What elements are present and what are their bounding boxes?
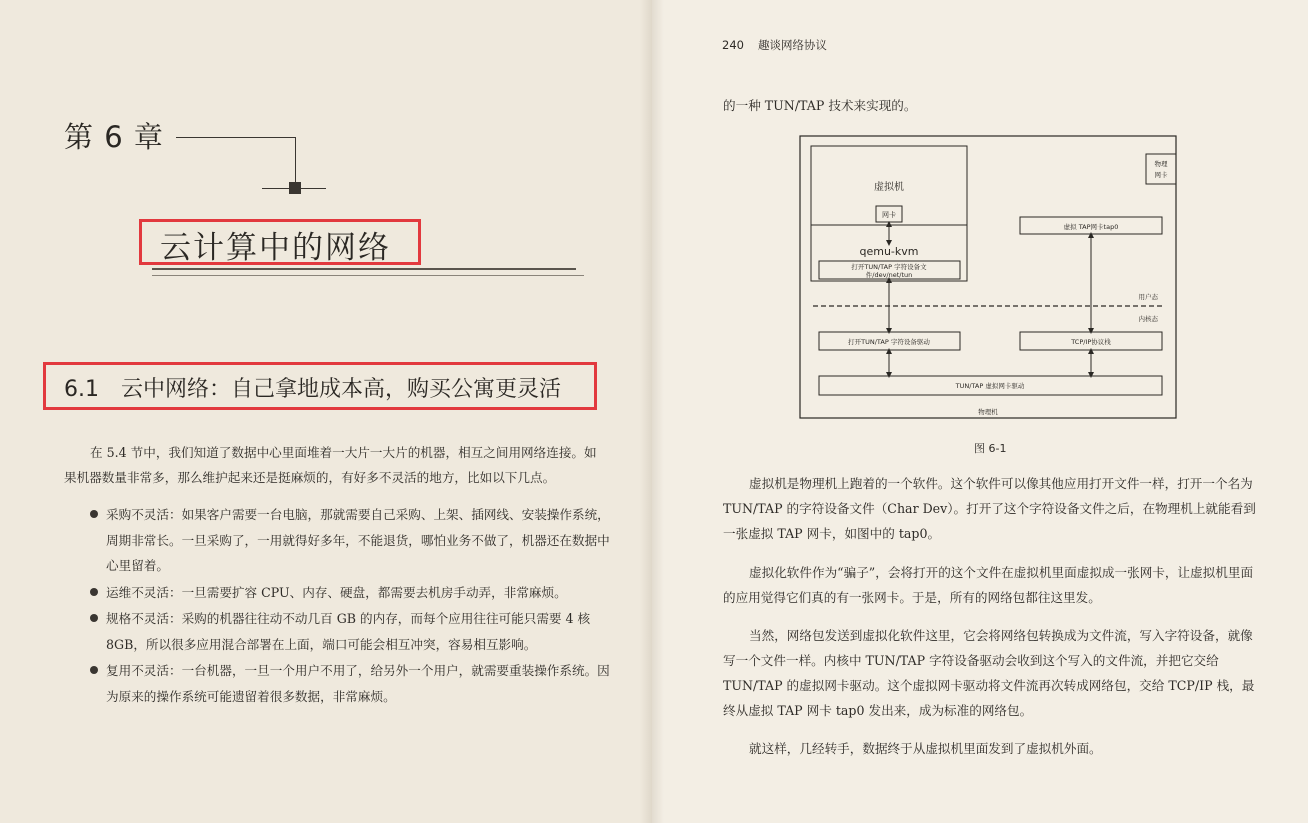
title-rule [152, 268, 576, 270]
virtual-nic-driver-label: TUN/TAP 虚拟网卡驱动 [955, 382, 1025, 390]
chapter-ornament-line [176, 137, 296, 138]
section-title: 6.1 云中网络：自己拿地成本高，购买公寓更灵活 [64, 377, 561, 402]
body-paragraph: 虚拟机是物理机上跑着的一个软件。这个软件可以像其他应用打开文件一样，打开一个名为 TUN/TAP 的字符设备文件（Char Dev）。打开了这个字符设备文件之后，在物理机上就能看到一张虚拟 TAP 网卡，如图中的 tap0。 [723, 476, 1256, 541]
body-paragraph: 就这样，几经转手，数据终于从虚拟机里面发到了虚拟机外面。 [749, 741, 1102, 756]
tun-tap-diagram [799, 135, 1177, 419]
list-item [90, 658, 610, 709]
list-item [90, 580, 610, 606]
bullet-icon [90, 666, 98, 674]
bullet-text: 运维不灵活：一旦需要扩容 CPU、内存、硬盘，都需要去机房手动弄，非常麻烦。 [106, 584, 567, 600]
virtual-tap-label: 虚拟 TAP网卡tap0 [1063, 223, 1119, 231]
bullet-text: 复用不灵活：一台机器，一旦一个用户不用了，给另外一个用户，就需要重装操作系统。因为原来的操作系统可能遗留着很多数据，非常麻烦。 [106, 663, 610, 704]
bullet-icon [90, 588, 98, 596]
chapter-number: 第 6 章 [64, 120, 164, 154]
body-paragraph: 当然，网络包发送到虚拟化软件这里，它会将网络包转换成为文件流，写入字符设备，就像写一个文件一样。内核中 TUN/TAP 字符设备驱动会收到这个写入的文件流，并把它交给 TUN/TAP 的虚拟网卡驱动。这个虚拟网卡驱动将文件流再次转成网络包，交给 TCP/IP 栈，最终从虚拟 TAP 网卡 tap0 发出来，成为标准的网络包。 [723, 628, 1255, 718]
intro-paragraph: 在 5.4 节中，我们知道了数据中心里面堆着一大片一大片的机器，相互之间用网络连接。如果机器数量非常多，那么维护起来还是挺麻烦的，有好多不灵活的地方，比如以下几点。 [64, 445, 597, 485]
physical-nic-line2: 网卡 [1154, 171, 1168, 179]
title-rule [152, 275, 584, 276]
figure-caption: 图 6-1 [974, 442, 1007, 455]
page-number: 240 [722, 38, 744, 52]
physical-nic-line1: 物理 [1154, 160, 1168, 168]
bullet-text: 采购不灵活：如果客户需要一台电脑，那就需要自己采购、上架、插网线、安装操作系统，周期非常长。一旦采购了，一用就得好多年，不能退货，哪怕业务不做了，机器还在数据中心里留着。 [106, 507, 610, 573]
tun-driver-label: 打开TUN/TAP 字符设备驱动 [848, 338, 930, 346]
qemu-label: qemu-kvm [859, 245, 919, 258]
bullet-text: 规格不灵活：采购的机器往往动不动几百 GB 的内存，而每个应用往往可能只需要 4 核 8GB，所以很多应用混合部署在上面，端口可能会相互冲突，容易相互影响。 [106, 611, 591, 652]
chapter-ornament-square [289, 182, 301, 194]
body-paragraph: 虚拟化软件作为“骗子”，会将打开的这个文件在虚拟机里面虚拟成一张网卡，让虚拟机里面的应用觉得它们真的有一张网卡。于是，所有的网络包都往这里发。 [723, 565, 1254, 605]
vm-nic-label: 网卡 [882, 211, 896, 219]
bullet-list [90, 502, 610, 710]
chapter-title: 云计算中的网络 [160, 230, 391, 266]
bullet-icon [90, 614, 98, 622]
user-space-label: 用户态 [1138, 293, 1158, 301]
list-item [90, 606, 610, 657]
physical-nic-box [1146, 154, 1176, 184]
tcpip-stack-label: TCP/IP协议栈 [1071, 338, 1111, 346]
host-label: 物理机 [978, 408, 998, 416]
kernel-space-label: 内核态 [1138, 315, 1158, 323]
book-gutter [640, 0, 664, 823]
open-char-dev-line1: 打开TUN/TAP 字符设备文 [851, 263, 927, 271]
vm-label: 虚拟机 [874, 182, 904, 193]
list-item [90, 502, 610, 579]
book-title: 趣谈网络协议 [757, 38, 827, 52]
left-page [0, 0, 652, 823]
open-char-dev-line2: 件/dev/net/tun [865, 271, 913, 279]
running-header [722, 37, 827, 53]
bullet-icon [90, 510, 98, 518]
continued-line: 的一种 TUN/TAP 技术来实现的。 [723, 98, 917, 113]
